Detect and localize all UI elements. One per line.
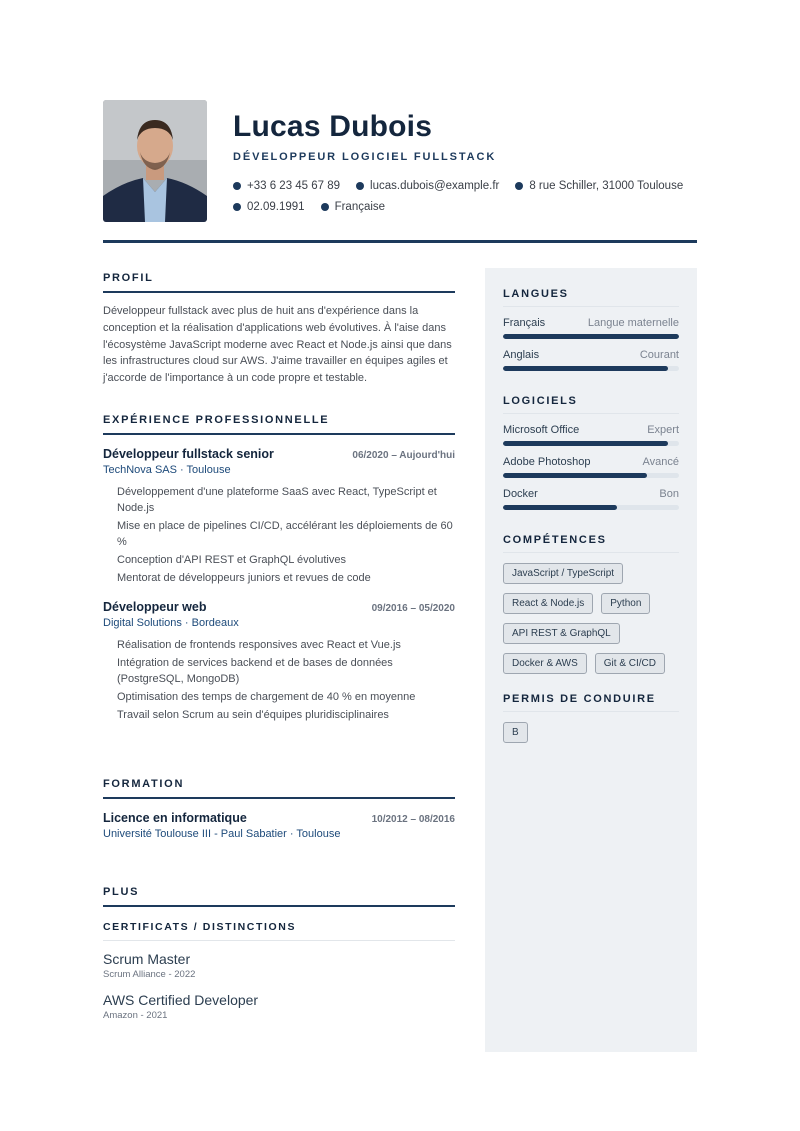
bullet-dot-icon xyxy=(233,203,241,211)
skill-bar-fill xyxy=(503,334,679,339)
cert-name: Scrum Master xyxy=(103,951,191,967)
header-divider xyxy=(103,240,697,243)
degree-name: Licence en informatique xyxy=(103,811,247,825)
software-item xyxy=(503,424,679,446)
birthdate-text: 02.09.1991 xyxy=(247,200,305,213)
skill-tag: React & Node.js xyxy=(503,593,593,614)
software-title: LOGICIELS xyxy=(503,395,679,414)
skill-bar xyxy=(503,366,679,371)
skill-name: Docker xyxy=(503,488,538,500)
more-section xyxy=(103,886,455,1021)
contact-birthdate xyxy=(233,201,305,213)
job-date: 09/2016 – 05/2020 xyxy=(371,603,455,614)
list-item: Optimisation des temps de chargement de 40 % en moyenne xyxy=(117,691,416,703)
skill-tag: API REST & GraphQL xyxy=(503,623,620,644)
skill-name: Microsoft Office xyxy=(503,424,580,436)
languages-title: LANGUES xyxy=(503,288,679,307)
language-item xyxy=(503,349,679,371)
school-name: Université Toulouse III - Paul Sabatier · Toulouse xyxy=(103,828,341,840)
full-name: Lucas Dubois xyxy=(233,110,433,143)
skill-bar xyxy=(503,441,679,446)
experience-section xyxy=(103,414,455,725)
job-company: Digital Solutions · Bordeaux xyxy=(103,617,239,629)
education-section xyxy=(103,778,455,840)
job-role: Développeur web xyxy=(103,600,207,614)
email-text: lucas.dubois@example.fr xyxy=(370,179,500,192)
phone-text: +33 6 23 45 67 89 xyxy=(247,179,341,192)
skill-tag: Docker & AWS xyxy=(503,653,587,674)
skill-level: Langue maternelle xyxy=(587,317,679,329)
skills-title: COMPÉTENCES xyxy=(503,534,679,553)
license-title: PERMIS DE CONDUIRE xyxy=(503,693,679,712)
list-item: Travail selon Scrum au sein d'équipes pluridisciplinaires xyxy=(117,709,389,721)
skill-level: Courant xyxy=(639,349,679,361)
address-text: 8 rue Schiller, 31000 Toulouse xyxy=(529,179,684,192)
job-bullets xyxy=(103,637,455,723)
list-item: Développement d'une plateforme SaaS avec React, TypeScript et Node.js xyxy=(117,486,437,514)
contact-nationality xyxy=(321,201,386,213)
skill-tag: Git & CI/CD xyxy=(595,653,665,674)
contact-info xyxy=(233,175,703,217)
nationality-text: Française xyxy=(334,200,386,213)
list-item: Mise en place de pipelines CI/CD, accélérant les déploiements de 60 % xyxy=(117,520,453,548)
list-item: Conception d'API REST et GraphQL évolutives xyxy=(117,554,346,566)
skill-bar xyxy=(503,334,679,339)
education-title: FORMATION xyxy=(103,778,455,799)
contact-email[interactable] xyxy=(356,180,499,192)
skill-level: Expert xyxy=(647,424,679,436)
skill-level: Avancé xyxy=(642,456,679,468)
bullet-dot-icon xyxy=(321,203,329,211)
more-title: PLUS xyxy=(103,886,455,907)
skill-bar-fill xyxy=(503,441,668,446)
profile-section xyxy=(103,272,455,387)
bullet-dot-icon xyxy=(233,182,241,190)
profile-title: PROFIL xyxy=(103,272,455,293)
skill-tags xyxy=(503,563,679,683)
skill-tag: JavaScript / TypeScript xyxy=(503,563,623,584)
cert-entry xyxy=(103,992,455,1021)
profile-text: Développeur fullstack avec plus de huit ans d'expérience dans la conception et la réalisation d'applications web évolutives. À l'aise dans l'écosystème JavaScript moderne avec React et Node.js ainsi que dans les infrastructures cloud sur AWS. J'aime travailler en équipes agiles et j'accorde de l'importance à un code propre et testable. xyxy=(103,305,452,385)
skill-bar-fill xyxy=(503,505,617,510)
list-item: Mentorat de développeurs juniors et revues de code xyxy=(117,572,371,584)
bullet-dot-icon xyxy=(356,182,364,190)
experience-title: EXPÉRIENCE PROFESSIONNELLE xyxy=(103,414,455,435)
cert-meta: Amazon - 2021 xyxy=(103,1010,168,1021)
job-entry xyxy=(103,600,455,723)
job-title: DÉVELOPPEUR LOGICIEL FULLSTACK xyxy=(233,151,497,163)
list-item: Intégration de services backend et de bases de données (PostgreSQL, MongoDB) xyxy=(117,657,393,685)
skill-bar xyxy=(503,473,679,478)
skill-bar xyxy=(503,505,679,510)
education-date: 10/2012 – 08/2016 xyxy=(371,814,455,825)
license-tag: B xyxy=(503,722,528,743)
skill-bar-fill xyxy=(503,473,647,478)
license-tags xyxy=(503,722,679,752)
education-entry xyxy=(103,811,455,840)
skill-level: Bon xyxy=(659,488,679,500)
job-date: 06/2020 – Aujourd'hui xyxy=(352,450,455,461)
skill-name: Anglais xyxy=(503,349,540,361)
skill-bar-fill xyxy=(503,366,668,371)
bullet-dot-icon xyxy=(515,182,523,190)
profile-photo xyxy=(103,100,207,222)
job-company: TechNova SAS · Toulouse xyxy=(103,464,231,476)
cert-meta: Scrum Alliance - 2022 xyxy=(103,969,196,980)
language-item xyxy=(503,317,679,339)
job-bullets xyxy=(103,484,455,586)
skill-tag: Python xyxy=(601,593,650,614)
skill-name: Français xyxy=(503,317,546,329)
certificates-title: CERTIFICATS / DISTINCTIONS xyxy=(103,921,455,941)
job-entry xyxy=(103,447,455,586)
cert-entry xyxy=(103,951,455,980)
software-item xyxy=(503,488,679,510)
contact-address xyxy=(515,180,683,192)
cert-name: AWS Certified Developer xyxy=(103,992,259,1008)
software-item xyxy=(503,456,679,478)
job-role: Développeur fullstack senior xyxy=(103,447,274,461)
sidebar xyxy=(485,268,697,1052)
skill-name: Adobe Photoshop xyxy=(503,456,591,468)
contact-phone[interactable] xyxy=(233,180,340,192)
list-item: Réalisation de frontends responsives avec React et Vue.js xyxy=(117,639,401,651)
